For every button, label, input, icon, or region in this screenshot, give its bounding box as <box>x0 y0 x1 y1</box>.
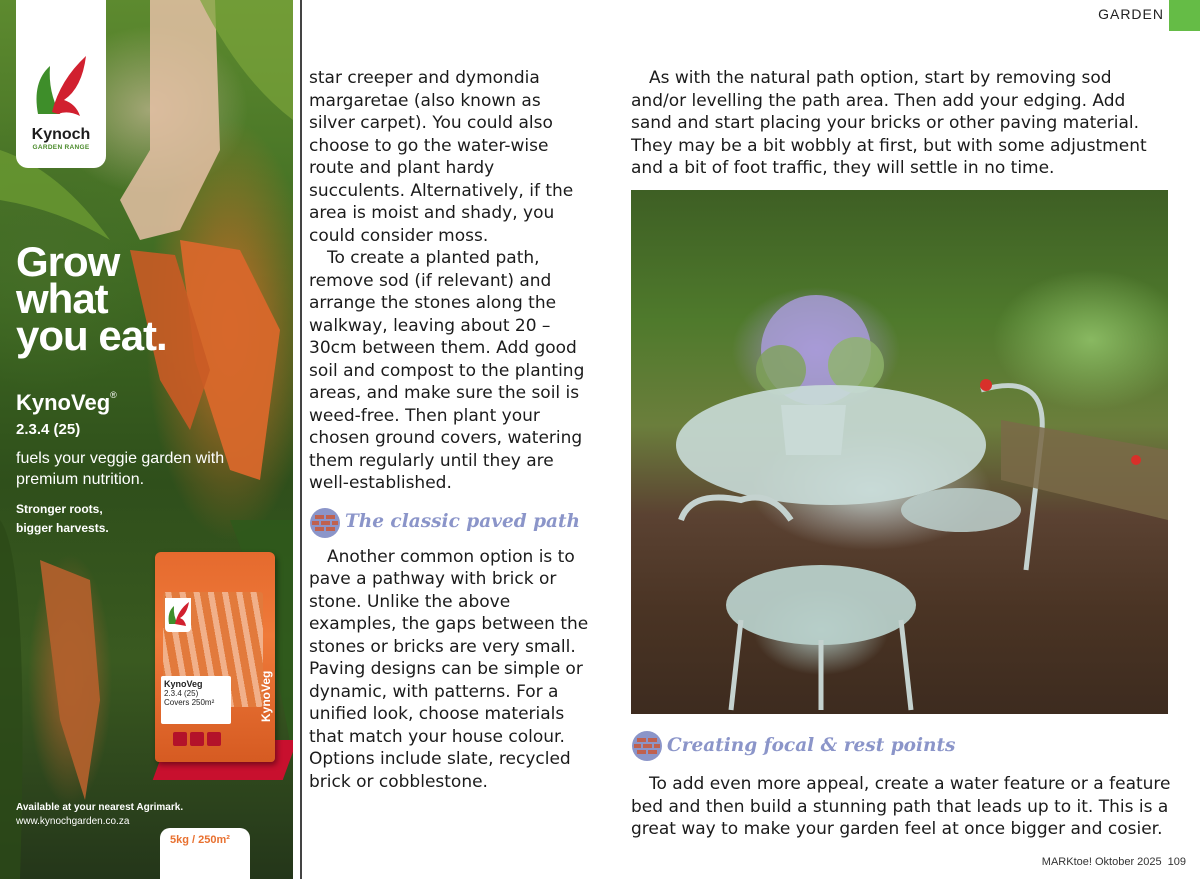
body-paragraph: Another common option is to pave a pathway with brick or stone. Unlike the above examples, the gaps between the stones or bricks are very small. Paving designs can be simple or dynamic, with patterns. For a unified look, choose materials that match your house colour. Options include slate, recycled brick or cobblestone. <box>309 546 589 792</box>
product-tagline <box>16 500 109 538</box>
page-number: 109 <box>1167 856 1186 868</box>
photo-illustration <box>631 190 1168 714</box>
body-paragraph: To create a planted path, remove sod (if relevant) and arrange the stones along the walkway, leaving about 20 – 30cm between them. Add good soil and compost to the planting areas, and make sure the soil is weed-free. Then plant your chosen ground covers, watering them regularly until they are well-established. <box>309 248 585 493</box>
bag-product: KynoVeg <box>164 679 203 689</box>
tagline-line: bigger harvests. <box>16 521 109 535</box>
product-formula: 2.3.4 (25) <box>16 421 81 438</box>
subheading-paved-path <box>309 505 589 541</box>
publication-name: MARKtoe! Oktober 2025 <box>1041 856 1162 868</box>
advertiser-website[interactable]: www.kynochgarden.co.za <box>16 816 130 827</box>
availability-note: Available at your nearest Agrimark. <box>16 802 184 813</box>
brand-name: Kynoch <box>31 126 91 143</box>
kynoch-logo <box>16 0 106 168</box>
subheading-focal-points <box>631 728 1171 764</box>
article-column-2-lower <box>631 728 1171 841</box>
article-column-1 <box>309 67 589 793</box>
subheading-text: The classic paved path <box>345 511 581 533</box>
body-paragraph: star creeper and dymondia margaretae (also known as silver carpet). You could also choose to go the water-wise route and plant hardy succulents. Alternatively, if the area is moist and shady, you could consider moss. <box>309 68 574 246</box>
section-color-tab <box>1169 0 1200 31</box>
page-divider <box>300 0 302 879</box>
bag-coverage: Covers 250m² <box>164 698 215 707</box>
headline-line: what <box>16 275 108 322</box>
bag-label <box>161 676 231 724</box>
garden-bistro-set-photo <box>631 190 1168 714</box>
kynoch-advert <box>0 0 293 879</box>
registered-mark: ® <box>110 390 117 400</box>
pack-size-badge: 5kg / 250m² <box>160 828 250 879</box>
brick-wall-icon <box>631 730 663 762</box>
subheading-text: Creating focal & rest points <box>667 734 956 756</box>
product-name-text: KynoVeg <box>16 390 111 415</box>
article-column-2 <box>631 67 1171 180</box>
tagline-line: Stronger roots, <box>16 502 103 516</box>
bag-formula: 2.3.4 (25) <box>164 689 199 698</box>
feature-icon <box>190 732 204 746</box>
bag-feature-icons <box>173 732 221 746</box>
headline-line: you eat. <box>16 312 167 359</box>
body-paragraph: To add even more appeal, create a water feature or a feature bed and then build a stunning path that leads up to it. This is a great way to make your garden feel at once bigger and cosier. <box>631 774 1171 839</box>
kynoch-k-leaf-icon <box>30 52 90 122</box>
feature-icon <box>173 732 187 746</box>
ad-headline <box>16 238 216 359</box>
brick-wall-icon <box>309 507 341 539</box>
product-bag-image <box>155 552 275 762</box>
feature-icon <box>207 732 221 746</box>
product-description: fuels your veggie garden with premium nutrition. <box>16 450 225 488</box>
body-paragraph: As with the natural path option, start by removing sod and/or levelling the path area. Then add your edging. Add sand and start placing your bricks or other paving material. They may be a bit wobbly at first, but with some adjustment and a bit of foot traffic, they will settle in no time. <box>631 68 1147 178</box>
product-name <box>16 390 117 416</box>
page-footer <box>1042 856 1186 868</box>
bag-side-text: KynoVeg <box>259 670 273 722</box>
bag-logo-icon <box>165 598 191 632</box>
section-label: GARDEN <box>1098 6 1164 22</box>
brand-subtitle: GARDEN RANGE <box>32 144 90 151</box>
headline-line: Grow <box>16 238 120 285</box>
